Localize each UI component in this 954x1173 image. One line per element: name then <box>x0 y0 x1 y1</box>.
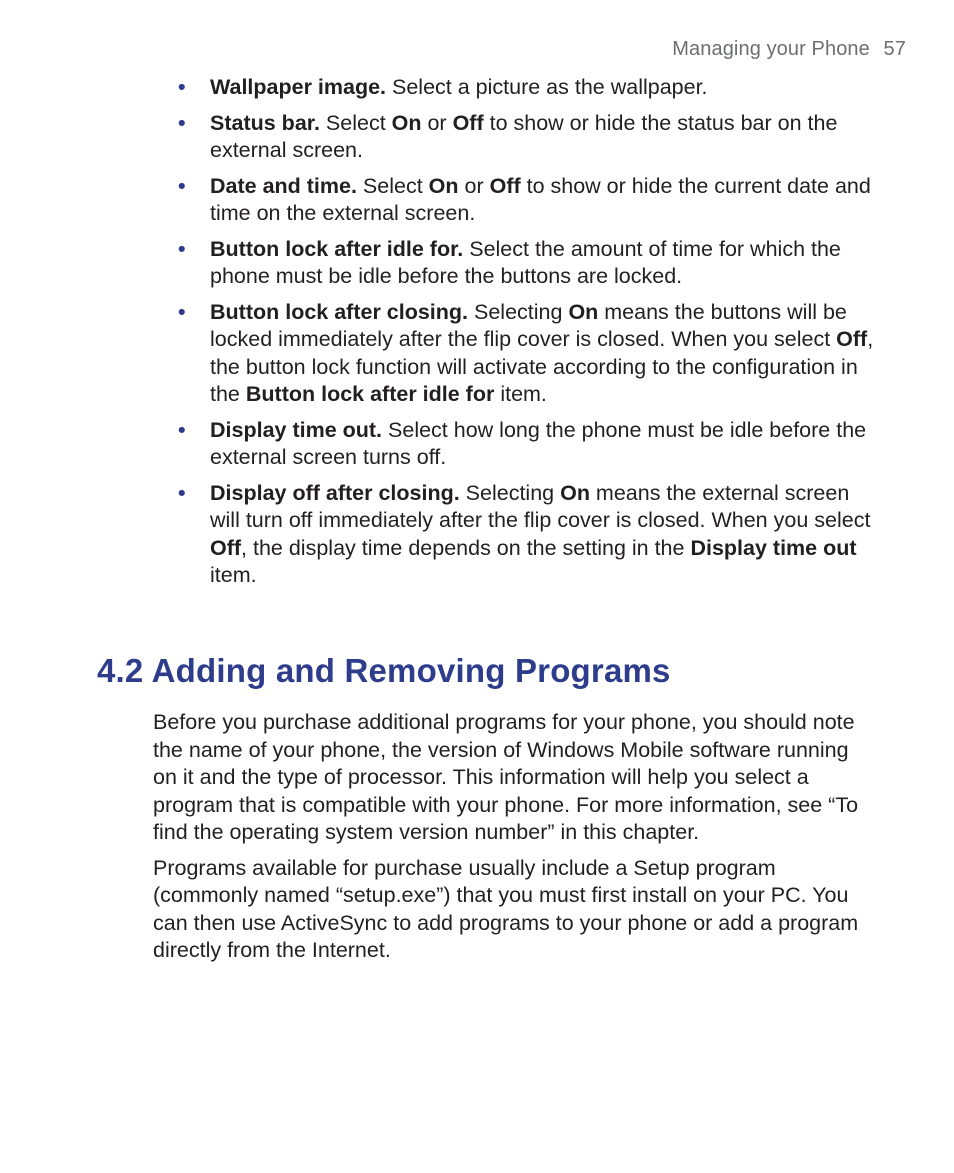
bold-term: Date and time. <box>210 173 357 198</box>
bullet-text: to show or hide the current date and time on the external screen. <box>210 173 871 225</box>
bold-term: Button lock after idle for <box>245 382 495 406</box>
bullet-text: Selecting <box>468 299 569 324</box>
bullet-item <box>178 480 878 590</box>
bullet-text: Select the amount of time for which the phone must be idle before the buttons are locked. <box>210 236 841 288</box>
bullet-text: Selecting <box>459 480 561 505</box>
bold-term: Status bar. <box>210 110 320 135</box>
bullet-text: means the external screen will turn off immediately after the flip cover is closed. When you select <box>210 480 871 532</box>
bullet-text: or <box>458 173 490 198</box>
bullet-item <box>178 173 878 228</box>
bullet-text: , the display time depends on the setting in the <box>241 535 691 560</box>
bullet-text: , the button lock function will activate according to the configuration in the <box>210 327 874 406</box>
settings-bullet-list <box>178 74 878 598</box>
bullet-marker: • <box>178 173 186 198</box>
bold-term: Off <box>489 173 521 198</box>
bold-term: Off <box>836 327 868 351</box>
bold-term: On <box>560 480 590 505</box>
bullet-text: item. <box>210 563 257 587</box>
bold-term: Wallpaper image. <box>210 75 387 99</box>
bullet-marker: • <box>178 417 186 442</box>
page-number: 57 <box>883 38 906 60</box>
bullet-text: Select how long the phone must be idle before the external screen turns off. <box>210 417 867 469</box>
bullet-marker: • <box>178 480 186 505</box>
bold-term: Display time out. <box>210 417 383 442</box>
section-heading: 4.2 Adding and Removing Programs <box>97 652 671 689</box>
bullet-item <box>178 299 878 409</box>
section-body <box>153 709 873 973</box>
bullet-marker: • <box>178 299 186 324</box>
bullet-marker: • <box>178 110 186 135</box>
bullet-text: Select <box>356 173 429 198</box>
bold-term: On <box>428 173 459 198</box>
page-header <box>672 38 906 61</box>
bold-term: Button lock after closing. <box>210 299 469 324</box>
body-paragraph: Before you purchase additional programs for your phone, you should note the name of your phone, the version of Windows Mobile software running on it and the type of processor. This information will help you select a program that is compatible with your phone. For more information, see “To find the operating system version number” in this chapter. <box>153 710 859 844</box>
bold-term: On <box>391 110 422 135</box>
bullet-text: item. <box>494 382 547 406</box>
bullet-marker: • <box>178 75 186 99</box>
bold-term: Display off after closing. <box>210 480 460 505</box>
bold-term: Off <box>452 110 484 135</box>
bold-term: Display time out <box>690 535 857 560</box>
bullet-marker: • <box>178 236 186 261</box>
bullet-item <box>178 110 878 165</box>
bullet-text: to show or hide the status bar on the external screen. <box>210 110 838 162</box>
bullet-text: or <box>421 110 453 135</box>
bullet-item <box>178 236 878 291</box>
bold-term: Off <box>210 535 242 560</box>
bold-term: Button lock after idle for. <box>210 236 464 261</box>
bold-term: On <box>568 299 599 324</box>
bullet-item <box>178 417 878 472</box>
body-paragraph: Programs available for purchase usually include a Setup program (commonly named “setup.exe”) that you must first install on your PC. You can then use ActiveSync to add programs to your phone or add a program directly from the Internet. <box>153 855 859 962</box>
bullet-text: Select <box>319 110 392 135</box>
bullet-text: means the buttons will be locked immediately after the flip cover is closed. When you select <box>210 299 847 351</box>
header-section-title: Managing your Phone <box>672 38 870 60</box>
bullet-item <box>178 74 878 102</box>
bullet-text: Select a picture as the wallpaper. <box>386 75 708 99</box>
